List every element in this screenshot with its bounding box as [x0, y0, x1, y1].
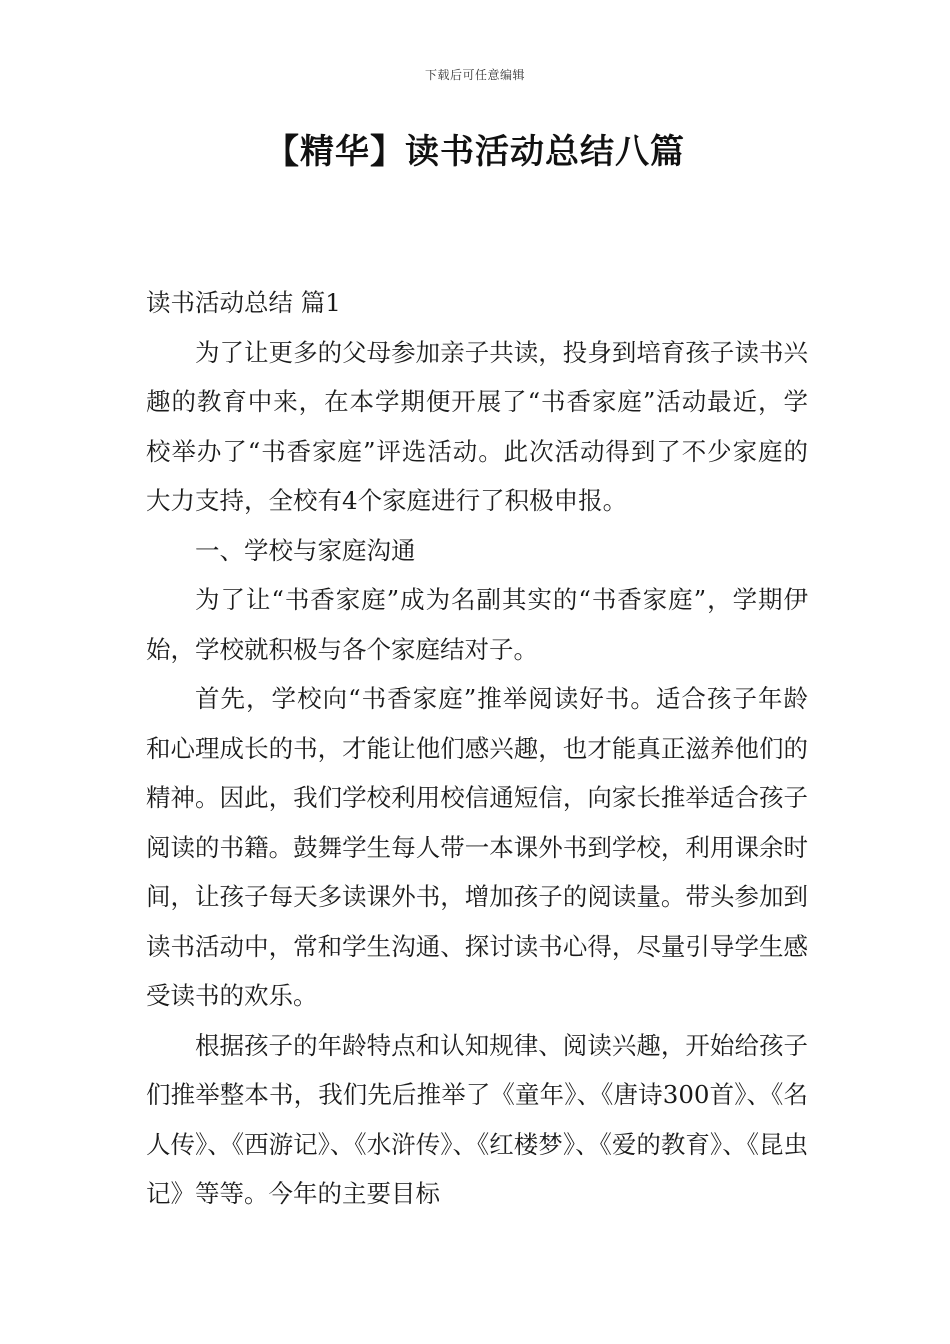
paragraph-intro: 为了让更多的父母参加亲子共读，投身到培育孩子读书兴趣的教育中来，在本学期便开展了“书香家庭”活动最近，学校举办了“书香家庭”评选活动。此次活动得到了不少家庭的大力支持，全校有4个家庭进行了积极申报。	[146, 337, 808, 515]
subheading-school-family: 一、学校与家庭沟通	[195, 535, 416, 565]
section-heading: 读书活动总结 篇1	[146, 288, 341, 317]
paragraph-pairing: 为了让“书香家庭”成为名副其实的“书香家庭”，学期伊始，学校就积极与各个家庭结对子。	[146, 585, 808, 664]
document-body	[146, 278, 808, 1219]
document-title: 【精华】读书活动总结八篇	[265, 132, 685, 172]
header-note: 下载后可任意编辑	[424, 68, 525, 82]
paragraph-book-list: 根据孩子的年龄特点和认知规律、阅读兴趣，开始给孩子们推举整本书，我们先后推举了《童年》、《唐诗300首》、《名人传》、《西游记》、《水浒传》、《红楼梦》、《爱的教育》、《昆虫记》等等。今年的主要目标	[146, 1030, 808, 1208]
paragraph-recommend: 首先，学校向“书香家庭”推举阅读好书。适合孩子年龄和心理成长的书，才能让他们感兴趣，也才能真正滋养他们的精神。因此，我们学校利用校信通短信，向家长推举适合孩子阅读的书籍。鼓舞学生每人带一本课外书到学校，利用课余时间，让孩子每天多读课外书，增加孩子的阅读量。带头参加到读书活动中，常和学生沟通、探讨读书心得，尽量引导学生感受读书的欢乐。	[146, 684, 808, 1010]
